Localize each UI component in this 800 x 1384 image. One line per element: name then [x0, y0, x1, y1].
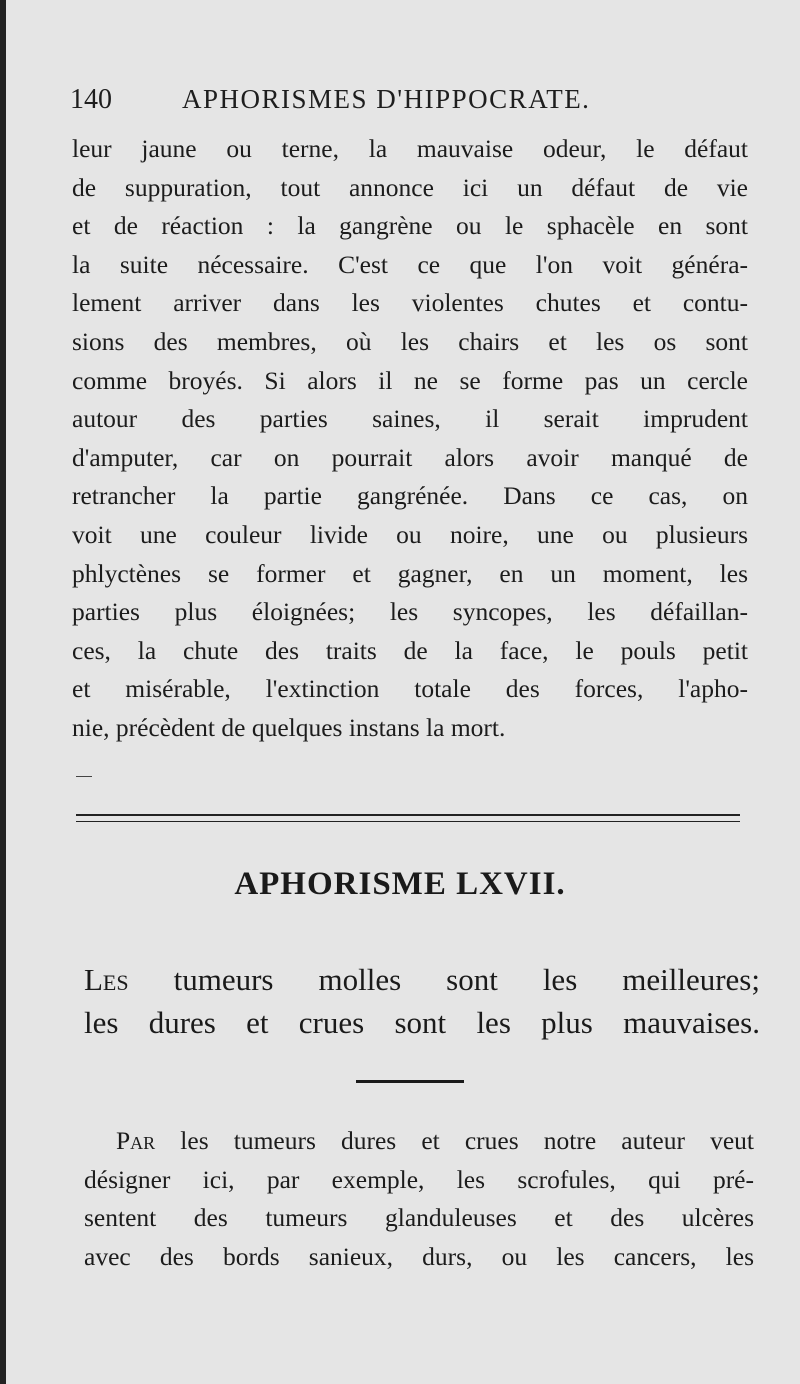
text-line: nie, précèdent de quelques instans la mort. [72, 712, 506, 742]
aphorism-line [84, 958, 760, 1001]
commentary-line [84, 1122, 754, 1161]
page-edge-shadow [0, 0, 6, 1384]
section-divider [76, 814, 740, 816]
text-line: autour des parties saines, il serait imprudent [72, 404, 748, 434]
aphorism-line: les dures et crues sont les plus mauvaises. [84, 1005, 760, 1040]
commentary-continued [72, 130, 748, 748]
commentary-line: désigner ici, par exemple, les scrofules, qui pré- [84, 1164, 754, 1194]
aphorism-text [84, 958, 760, 1044]
text-line: parties plus éloignées; les syncopes, les défaillan- [72, 597, 748, 627]
text-line: leur jaune ou terne, la mauvaise odeur, le défaut [72, 134, 748, 163]
commentary-line: avec des bords sanieux, durs, ou les cancers, les [84, 1241, 754, 1271]
commentary-line-rest: les tumeurs dures et crues notre auteur veut [155, 1126, 754, 1155]
text-line: et de réaction : la gangrène ou le sphacèle en sont [72, 211, 748, 241]
text-line: la suite nécessaire. C'est ce que l'on voit généra- [72, 249, 748, 279]
commentary-line: sentent des tumeurs glanduleuses et des ulcères [84, 1203, 754, 1233]
page-header [70, 84, 736, 124]
text-line: ces, la chute des traits de la face, le pouls petit [72, 635, 748, 665]
text-line: de suppuration, tout annonce ici un défaut de vie [72, 172, 748, 202]
commentary [84, 1122, 754, 1276]
text-line: sions des membres, où les chairs et les os sont [72, 326, 748, 356]
center-rule [356, 1080, 464, 1083]
text-line: lement arriver dans les violentes chutes et contu- [72, 288, 748, 318]
aphorism-line-rest: tumeurs molles sont les meilleures; [128, 962, 760, 997]
commentary-dropcap: Par [116, 1126, 156, 1155]
page-number: 140 [70, 84, 112, 115]
section-divider [76, 821, 740, 822]
text-line: phlyctènes se former et gagner, en un moment, les [72, 558, 748, 588]
text-line: et misérable, l'extinction totale des forces, l'apho- [72, 674, 748, 704]
short-rule [76, 776, 92, 777]
text-line: retrancher la partie gangrénée. Dans ce cas, on [72, 481, 748, 511]
text-line: voit une couleur livide ou noire, une ou plusieurs [72, 519, 748, 549]
text-line: comme broyés. Si alors il ne se forme pas un cercle [72, 365, 748, 395]
aphorism-dropcap: Les [84, 962, 129, 997]
aphorism-heading: APHORISME LXVII. [234, 866, 566, 902]
text-line: d'amputer, car on pourrait alors avoir manqué de [72, 442, 748, 472]
running-title: APHORISMES D'HIPPOCRATE. [182, 84, 591, 114]
